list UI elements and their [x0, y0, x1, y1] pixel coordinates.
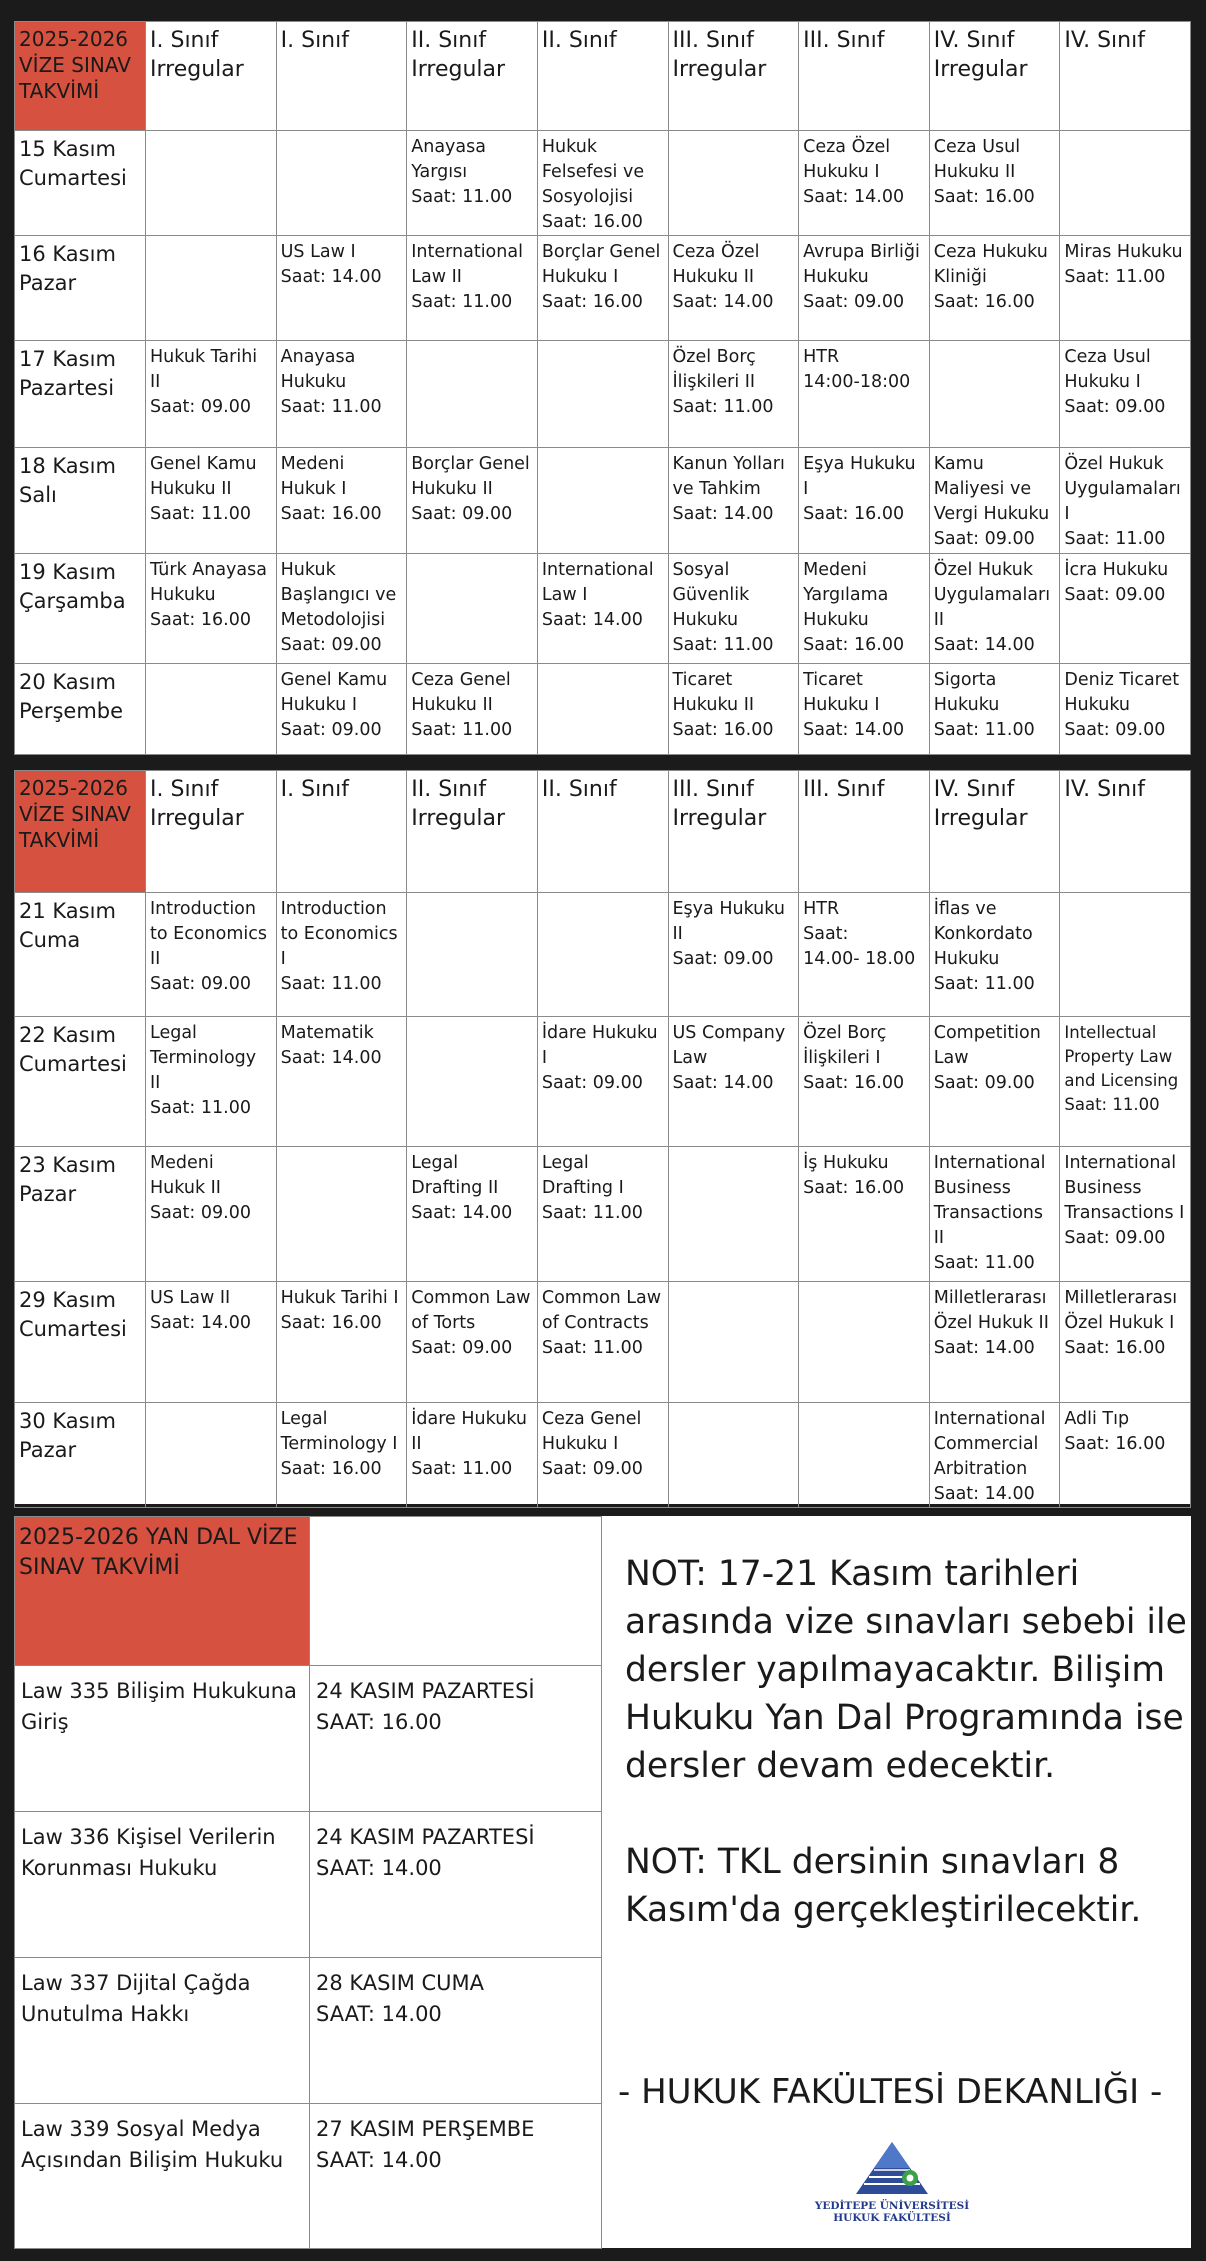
note-text: NOT: 17-21 Kasım tarihleri arasında vize sınavları sebebi ile dersler yapılmayacaktır. Bilişim Hukuku Yan Dal Programında ise dersler devam edecektir.: [625, 1554, 1187, 1786]
exam-cell: International Law I Saat: 14.00: [537, 553, 668, 664]
schedule-title: 2025-2026 VİZE SINAV TAKVİMİ: [15, 771, 146, 893]
exam-cell: Ceza Genel Hukuku II Saat: 11.00: [407, 664, 538, 755]
column-header: IV. Sınıf: [1060, 22, 1191, 131]
column-header: I. Sınıf: [276, 22, 407, 131]
column-header: II. Sınıf: [537, 22, 668, 131]
exam-cell: Özel Hukuk Uygulamaları I Saat: 11.00: [1060, 447, 1191, 553]
exam-cell: İdare Hukuku II Saat: 11.00: [407, 1403, 538, 1508]
exam-cell: Kanun Yolları ve Tahkim Saat: 14.00: [668, 447, 799, 553]
exam-cell: Legal Terminology I Saat: 16.00: [276, 1403, 407, 1508]
exam-cell: [407, 341, 538, 448]
table-row: [15, 2104, 602, 2249]
exam-cell: [1060, 893, 1191, 1017]
exam-cell: Medeni Yargılama Hukuku Saat: 16.00: [799, 553, 930, 664]
column-header: II. Sınıf: [537, 771, 668, 893]
exam-cell: [276, 130, 407, 236]
exam-cell: [146, 1403, 277, 1508]
day-label: 21 Kasım Cuma: [15, 893, 146, 1017]
table-row: [15, 1958, 602, 2104]
minor-exam-table: [14, 1516, 602, 2249]
exam-cell: [668, 1403, 799, 1508]
exam-cell: International Business Transactions II Saat: 11.00: [929, 1147, 1060, 1282]
day-label: 18 Kasım Salı: [15, 447, 146, 553]
exam-cell: Milletlerarası Özel Hukuk II Saat: 14.00: [929, 1282, 1060, 1403]
table-row: [15, 1017, 1191, 1147]
exam-cell: Özel Hukuk Uygulamaları II Saat: 14.00: [929, 553, 1060, 664]
notes-block: [625, 1550, 1195, 1982]
day-label: 15 Kasım Cumartesi: [15, 130, 146, 236]
exam-cell: Legal Drafting II Saat: 14.00: [407, 1147, 538, 1282]
exam-cell: [799, 1403, 930, 1508]
exam-cell: Ceza Usul Hukuku II Saat: 16.00: [929, 130, 1060, 236]
exam-cell: [407, 1017, 538, 1147]
note-text: NOT: TKL dersinin sınavları 8 Kasım'da gerçekleştirilecektir.: [625, 1842, 1142, 1930]
column-header: IV. Sınıf Irregular: [929, 22, 1060, 131]
exam-cell: Matematik Saat: 14.00: [276, 1017, 407, 1147]
exam-cell: Ceza Hukuku Kliniği Saat: 16.00: [929, 236, 1060, 341]
exam-cell: [668, 1147, 799, 1282]
exam-cell: [668, 130, 799, 236]
exam-cell: Miras Hukuku Saat: 11.00: [1060, 236, 1191, 341]
exam-cell: Ceza Usul Hukuku I Saat: 09.00: [1060, 341, 1191, 448]
exam-cell: US Law I Saat: 14.00: [276, 236, 407, 341]
logo-mountain-icon: [844, 2140, 940, 2196]
table-row: [15, 447, 1191, 553]
exam-cell: [537, 341, 668, 448]
empty-header-cell: [310, 1517, 602, 1666]
exam-cell: Borçlar Genel Hukuku II Saat: 09.00: [407, 447, 538, 553]
exam-date: 24 KASIM PAZARTESİ SAAT: 16.00: [310, 1666, 602, 1812]
exam-cell: Özel Borç İlişkileri I Saat: 16.00: [799, 1017, 930, 1147]
exam-cell: Özel Borç İlişkileri II Saat: 11.00: [668, 341, 799, 448]
exam-cell: İflas ve Konkordato Hukuku Saat: 11.00: [929, 893, 1060, 1017]
schedule-title: 2025-2026 VİZE SINAV TAKVİMİ: [15, 22, 146, 131]
exam-cell: Hukuk Tarihi II Saat: 09.00: [146, 341, 277, 448]
exam-cell: Competition Law Saat: 09.00: [929, 1017, 1060, 1147]
exam-cell: [537, 447, 668, 553]
logo-text: HUKUK FAKÜLTESİ: [833, 2212, 951, 2224]
column-header: II. Sınıf Irregular: [407, 22, 538, 131]
course-name: Law 337 Dijital Çağda Unutulma Hakkı: [15, 1958, 310, 2104]
table-row: [15, 1147, 1191, 1282]
exam-cell: [929, 341, 1060, 448]
table-row: [15, 1403, 1191, 1508]
exam-cell: [668, 1282, 799, 1403]
column-header: III. Sınıf Irregular: [668, 771, 799, 893]
table-row: [15, 1666, 602, 1812]
exam-schedule-table-2: [14, 770, 1191, 1504]
exam-cell: [146, 664, 277, 755]
exam-cell: İş Hukuku Saat: 16.00: [799, 1147, 930, 1282]
exam-cell: Adli Tıp Saat: 16.00: [1060, 1403, 1191, 1508]
exam-cell: US Company Law Saat: 14.00: [668, 1017, 799, 1147]
column-header: III. Sınıf: [799, 771, 930, 893]
course-name: Law 335 Bilişim Hukukuna Giriş: [15, 1666, 310, 1812]
exam-cell: İdare Hukuku I Saat: 09.00: [537, 1017, 668, 1147]
exam-cell: Ceza Özel Hukuku I Saat: 14.00: [799, 130, 930, 236]
exam-cell: Intellectual Property Law and Licensing Saat: 11.00: [1060, 1017, 1191, 1147]
exam-schedule-table-1: [14, 21, 1191, 755]
exam-cell: Sosyal Güvenlik Hukuku Saat: 11.00: [668, 553, 799, 664]
exam-cell: International Law II Saat: 11.00: [407, 236, 538, 341]
table-row: [15, 1282, 1191, 1403]
table-header-row: [15, 22, 1191, 131]
exam-cell: [146, 236, 277, 341]
table-row: [15, 553, 1191, 664]
exam-cell: Genel Kamu Hukuku II Saat: 11.00: [146, 447, 277, 553]
exam-cell: Introduction to Economics II Saat: 09.00: [146, 893, 277, 1017]
exam-cell: Ticaret Hukuku II Saat: 16.00: [668, 664, 799, 755]
column-header: III. Sınıf Irregular: [668, 22, 799, 131]
day-label: 20 Kasım Perşembe: [15, 664, 146, 755]
day-label: 22 Kasım Cumartesi: [15, 1017, 146, 1147]
exam-cell: HTR 14:00-18:00: [799, 341, 930, 448]
exam-date: 28 KASIM CUMA SAAT: 14.00: [310, 1958, 602, 2104]
exam-cell: [537, 893, 668, 1017]
exam-cell: Legal Terminology II Saat: 11.00: [146, 1017, 277, 1147]
column-header: I. Sınıf Irregular: [146, 22, 277, 131]
exam-cell: Anayasa Yargısı Saat: 11.00: [407, 130, 538, 236]
exam-cell: Borçlar Genel Hukuku I Saat: 16.00: [537, 236, 668, 341]
exam-cell: International Commercial Arbitration Saat: 14.00: [929, 1403, 1060, 1508]
exam-cell: Common Law of Contracts Saat: 11.00: [537, 1282, 668, 1403]
table-row: [15, 130, 1191, 236]
exam-cell: International Business Transactions I Saat: 09.00: [1060, 1147, 1191, 1282]
exam-cell: Ceza Özel Hukuku II Saat: 14.00: [668, 236, 799, 341]
exam-cell: [799, 1282, 930, 1403]
table-row: [15, 1812, 602, 1958]
course-name: Law 339 Sosyal Medya Açısından Bilişim Hukuku: [15, 2104, 310, 2249]
column-header: III. Sınıf: [799, 22, 930, 131]
column-header: IV. Sınıf Irregular: [929, 771, 1060, 893]
day-label: 17 Kasım Pazartesi: [15, 341, 146, 448]
day-label: 29 Kasım Cumartesi: [15, 1282, 146, 1403]
table-header-row: [15, 1517, 602, 1666]
exam-cell: [537, 664, 668, 755]
exam-cell: Common Law of Torts Saat: 09.00: [407, 1282, 538, 1403]
minor-schedule-title: 2025-2026 YAN DAL VİZE SINAV TAKVİMİ: [15, 1517, 310, 1666]
exam-cell: Anayasa Hukuku Saat: 11.00: [276, 341, 407, 448]
exam-cell: US Law II Saat: 14.00: [146, 1282, 277, 1403]
column-header: I. Sınıf: [276, 771, 407, 893]
exam-cell: Introduction to Economics I Saat: 11.00: [276, 893, 407, 1017]
exam-cell: Milletlerarası Özel Hukuk I Saat: 16.00: [1060, 1282, 1191, 1403]
university-logo: [812, 2140, 972, 2224]
exam-cell: Deniz Ticaret Hukuku Saat: 09.00: [1060, 664, 1191, 755]
table-row: [15, 236, 1191, 341]
exam-cell: [276, 1147, 407, 1282]
exam-cell: Eşya Hukuku I Saat: 16.00: [799, 447, 930, 553]
day-label: 19 Kasım Çarşamba: [15, 553, 146, 664]
table-row: [15, 341, 1191, 448]
exam-cell: Avrupa Birliği Hukuku Saat: 09.00: [799, 236, 930, 341]
exam-cell: İcra Hukuku Saat: 09.00: [1060, 553, 1191, 664]
day-label: 30 Kasım Pazar: [15, 1403, 146, 1508]
exam-cell: Hukuk Tarihi I Saat: 16.00: [276, 1282, 407, 1403]
exam-cell: [407, 553, 538, 664]
exam-cell: Ceza Genel Hukuku I Saat: 09.00: [537, 1403, 668, 1508]
exam-cell: [146, 130, 277, 236]
table-row: [15, 664, 1191, 755]
dean-signature: - HUKUK FAKÜLTESİ DEKANLIĞI -: [618, 2072, 1163, 2112]
exam-cell: Hukuk Başlangıcı ve Metodolojisi Saat: 09.00: [276, 553, 407, 664]
column-header: II. Sınıf Irregular: [407, 771, 538, 893]
table-header-row: [15, 771, 1191, 893]
exam-cell: Eşya Hukuku II Saat: 09.00: [668, 893, 799, 1017]
exam-cell: Legal Drafting I Saat: 11.00: [537, 1147, 668, 1282]
exam-cell: Türk Anayasa Hukuku Saat: 16.00: [146, 553, 277, 664]
exam-cell: Ticaret Hukuku I Saat: 14.00: [799, 664, 930, 755]
day-label: 16 Kasım Pazar: [15, 236, 146, 341]
logo-text: YEDİTEPE ÜNİVERSİTESİ: [814, 2200, 970, 2212]
exam-cell: [1060, 130, 1191, 236]
day-label: 23 Kasım Pazar: [15, 1147, 146, 1282]
column-header: I. Sınıf Irregular: [146, 771, 277, 893]
course-name: Law 336 Kişisel Verilerin Korunması Hukuku: [15, 1812, 310, 1958]
exam-cell: Kamu Maliyesi ve Vergi Hukuku Saat: 09.00: [929, 447, 1060, 553]
exam-cell: Sigorta Hukuku Saat: 11.00: [929, 664, 1060, 755]
exam-cell: HTR Saat: 14.00- 18.00: [799, 893, 930, 1017]
exam-date: 24 KASIM PAZARTESİ SAAT: 14.00: [310, 1812, 602, 1958]
table-row: [15, 893, 1191, 1017]
exam-cell: Medeni Hukuk I Saat: 16.00: [276, 447, 407, 553]
exam-cell: Medeni Hukuk II Saat: 09.00: [146, 1147, 277, 1282]
exam-date: 27 KASIM PERŞEMBE SAAT: 14.00: [310, 2104, 602, 2249]
exam-cell: Genel Kamu Hukuku I Saat: 09.00: [276, 664, 407, 755]
column-header: IV. Sınıf: [1060, 771, 1191, 893]
exam-cell: [407, 893, 538, 1017]
exam-cell: Hukuk Felsefesi ve Sosyolojisi Saat: 16.00: [537, 130, 668, 236]
